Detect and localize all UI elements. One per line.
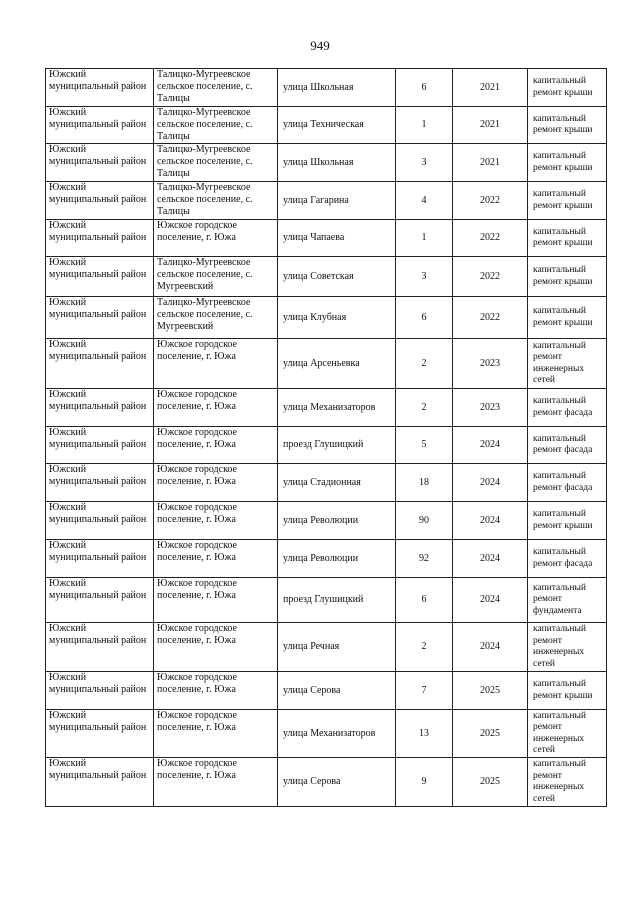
settlement-cell: Талицко-Мугреевское сельское поселение, с. Талицы bbox=[154, 69, 278, 107]
settlement-cell: Южское городское поселение, г. Южа bbox=[154, 220, 278, 257]
house-number-cell: 5 bbox=[396, 427, 453, 464]
district-cell: Южский муниципальный район bbox=[46, 427, 154, 464]
year-cell: 2022 bbox=[453, 297, 528, 339]
district-cell: Южский муниципальный район bbox=[46, 758, 154, 807]
street-cell: улица Школьная bbox=[278, 144, 396, 182]
settlement-cell: Южское городское поселение, г. Южа bbox=[154, 710, 278, 758]
street-cell: улица Механизаторов bbox=[278, 389, 396, 427]
work-type-cell: капитальный ремонт инженерных сетей bbox=[528, 758, 607, 807]
settlement-cell: Южское городское поселение, г. Южа bbox=[154, 623, 278, 672]
table-row bbox=[46, 623, 607, 672]
house-number-cell: 13 bbox=[396, 710, 453, 758]
settlement-cell: Южское городское поселение, г. Южа bbox=[154, 389, 278, 427]
settlement-cell: Талицко-Мугреевское сельское поселение, с. Талицы bbox=[154, 107, 278, 144]
house-number-cell: 6 bbox=[396, 69, 453, 107]
house-number-cell: 2 bbox=[396, 623, 453, 672]
year-cell: 2022 bbox=[453, 257, 528, 297]
work-type-cell: капитальный ремонт крыши bbox=[528, 182, 607, 220]
house-number-cell: 3 bbox=[396, 257, 453, 297]
table-row bbox=[46, 297, 607, 339]
work-type-cell: капитальный ремонт инженерных сетей bbox=[528, 623, 607, 672]
district-cell: Южский муниципальный район bbox=[46, 69, 154, 107]
repair-schedule-table bbox=[45, 68, 607, 807]
street-cell: улица Речная bbox=[278, 623, 396, 672]
year-cell: 2022 bbox=[453, 220, 528, 257]
district-cell: Южский муниципальный район bbox=[46, 182, 154, 220]
district-cell: Южский муниципальный район bbox=[46, 339, 154, 389]
work-type-cell: капитальный ремонт крыши bbox=[528, 297, 607, 339]
table-row bbox=[46, 540, 607, 578]
year-cell: 2024 bbox=[453, 578, 528, 623]
year-cell: 2024 bbox=[453, 502, 528, 540]
settlement-cell: Талицко-Мугреевское сельское поселение, с. Мугреевский bbox=[154, 257, 278, 297]
settlement-cell: Южское городское поселение, г. Южа bbox=[154, 502, 278, 540]
work-type-cell: капитальный ремонт крыши bbox=[528, 69, 607, 107]
work-type-cell: капитальный ремонт крыши bbox=[528, 502, 607, 540]
house-number-cell: 2 bbox=[396, 389, 453, 427]
street-cell: улица Чапаева bbox=[278, 220, 396, 257]
work-type-cell: капитальный ремонт фундамента bbox=[528, 578, 607, 623]
house-number-cell: 3 bbox=[396, 144, 453, 182]
table-row bbox=[46, 389, 607, 427]
work-type-cell: капитальный ремонт крыши bbox=[528, 144, 607, 182]
street-cell: улица Советская bbox=[278, 257, 396, 297]
street-cell: улица Арсеньевка bbox=[278, 339, 396, 389]
district-cell: Южский муниципальный район bbox=[46, 389, 154, 427]
settlement-cell: Южское городское поселение, г. Южа bbox=[154, 464, 278, 502]
district-cell: Южский муниципальный район bbox=[46, 672, 154, 710]
table-row bbox=[46, 578, 607, 623]
year-cell: 2024 bbox=[453, 427, 528, 464]
settlement-cell: Южское городское поселение, г. Южа bbox=[154, 339, 278, 389]
year-cell: 2021 bbox=[453, 69, 528, 107]
house-number-cell: 1 bbox=[396, 107, 453, 144]
settlement-cell: Южское городское поселение, г. Южа bbox=[154, 758, 278, 807]
year-cell: 2025 bbox=[453, 758, 528, 807]
house-number-cell: 6 bbox=[396, 297, 453, 339]
house-number-cell: 7 bbox=[396, 672, 453, 710]
street-cell: улица Стадионная bbox=[278, 464, 396, 502]
district-cell: Южский муниципальный район bbox=[46, 710, 154, 758]
year-cell: 2021 bbox=[453, 107, 528, 144]
table-row bbox=[46, 220, 607, 257]
work-type-cell: капитальный ремонт фасада bbox=[528, 427, 607, 464]
house-number-cell: 1 bbox=[396, 220, 453, 257]
district-cell: Южский муниципальный район bbox=[46, 623, 154, 672]
work-type-cell: капитальный ремонт крыши bbox=[528, 107, 607, 144]
table-body bbox=[46, 69, 607, 807]
settlement-cell: Южское городское поселение, г. Южа bbox=[154, 672, 278, 710]
house-number-cell: 18 bbox=[396, 464, 453, 502]
district-cell: Южский муниципальный район bbox=[46, 540, 154, 578]
table-row bbox=[46, 257, 607, 297]
district-cell: Южский муниципальный район bbox=[46, 144, 154, 182]
settlement-cell: Талицко-Мугреевское сельское поселение, с. Талицы bbox=[154, 182, 278, 220]
work-type-cell: капитальный ремонт фасада bbox=[528, 464, 607, 502]
house-number-cell: 4 bbox=[396, 182, 453, 220]
street-cell: проезд Глушицкий bbox=[278, 427, 396, 464]
street-cell: улица Революции bbox=[278, 502, 396, 540]
district-cell: Южский муниципальный район bbox=[46, 297, 154, 339]
table-row bbox=[46, 144, 607, 182]
table-row bbox=[46, 182, 607, 220]
street-cell: улица Гагарина bbox=[278, 182, 396, 220]
district-cell: Южский муниципальный район bbox=[46, 220, 154, 257]
year-cell: 2023 bbox=[453, 389, 528, 427]
page-number: 949 bbox=[310, 38, 330, 53]
house-number-cell: 90 bbox=[396, 502, 453, 540]
settlement-cell: Талицко-Мугреевское сельское поселение, с. Мугреевский bbox=[154, 297, 278, 339]
street-cell: улица Механизаторов bbox=[278, 710, 396, 758]
work-type-cell: капитальный ремонт крыши bbox=[528, 257, 607, 297]
street-cell: улица Техническая bbox=[278, 107, 396, 144]
table-row bbox=[46, 339, 607, 389]
settlement-cell: Южское городское поселение, г. Южа bbox=[154, 540, 278, 578]
table-row bbox=[46, 502, 607, 540]
table-row bbox=[46, 427, 607, 464]
district-cell: Южский муниципальный район bbox=[46, 502, 154, 540]
year-cell: 2022 bbox=[453, 182, 528, 220]
district-cell: Южский муниципальный район bbox=[46, 257, 154, 297]
settlement-cell: Талицко-Мугреевское сельское поселение, с. Талицы bbox=[154, 144, 278, 182]
year-cell: 2024 bbox=[453, 623, 528, 672]
work-type-cell: капитальный ремонт крыши bbox=[528, 220, 607, 257]
table-row bbox=[46, 758, 607, 807]
table-row bbox=[46, 107, 607, 144]
street-cell: улица Революции bbox=[278, 540, 396, 578]
table-row bbox=[46, 69, 607, 107]
district-cell: Южский муниципальный район bbox=[46, 107, 154, 144]
table-row bbox=[46, 464, 607, 502]
table-row bbox=[46, 672, 607, 710]
year-cell: 2025 bbox=[453, 710, 528, 758]
settlement-cell: Южское городское поселение, г. Южа bbox=[154, 578, 278, 623]
house-number-cell: 9 bbox=[396, 758, 453, 807]
street-cell: улица Серова bbox=[278, 758, 396, 807]
house-number-cell: 6 bbox=[396, 578, 453, 623]
year-cell: 2023 bbox=[453, 339, 528, 389]
table-row bbox=[46, 710, 607, 758]
year-cell: 2025 bbox=[453, 672, 528, 710]
year-cell: 2021 bbox=[453, 144, 528, 182]
house-number-cell: 92 bbox=[396, 540, 453, 578]
year-cell: 2024 bbox=[453, 464, 528, 502]
street-cell: улица Серова bbox=[278, 672, 396, 710]
work-type-cell: капитальный ремонт инженерных сетей bbox=[528, 710, 607, 758]
house-number-cell: 2 bbox=[396, 339, 453, 389]
work-type-cell: капитальный ремонт фасада bbox=[528, 389, 607, 427]
district-cell: Южский муниципальный район bbox=[46, 464, 154, 502]
settlement-cell: Южское городское поселение, г. Южа bbox=[154, 427, 278, 464]
street-cell: проезд Глушицкий bbox=[278, 578, 396, 623]
year-cell: 2024 bbox=[453, 540, 528, 578]
street-cell: улица Клубная bbox=[278, 297, 396, 339]
work-type-cell: капитальный ремонт фасада bbox=[528, 540, 607, 578]
work-type-cell: капитальный ремонт инженерных сетей bbox=[528, 339, 607, 389]
district-cell: Южский муниципальный район bbox=[46, 578, 154, 623]
street-cell: улица Школьная bbox=[278, 69, 396, 107]
work-type-cell: капитальный ремонт крыши bbox=[528, 672, 607, 710]
